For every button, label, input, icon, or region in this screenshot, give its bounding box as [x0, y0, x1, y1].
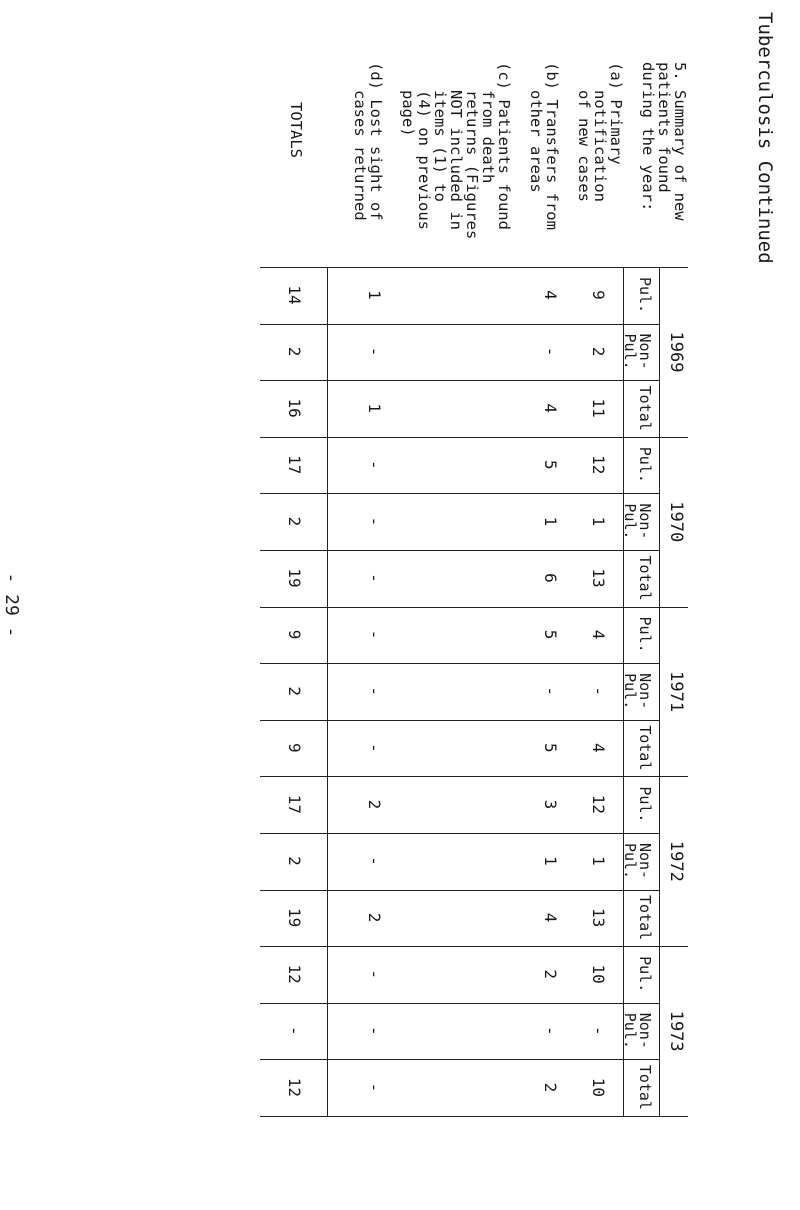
table-cell: 2: [541, 969, 560, 979]
table-cell: -: [365, 459, 384, 470]
table-cell: 12: [589, 455, 608, 475]
row-label-a-3: of new cases: [575, 90, 593, 202]
column-subheader: Pul.: [636, 276, 654, 314]
page-heading: Tuberculosis Continued: [754, 12, 776, 264]
row-label-c-3: returns (Figures: [463, 90, 481, 240]
table-cell: 5: [541, 459, 560, 470]
table-cell: -: [589, 686, 608, 696]
table-cell: 1: [365, 290, 384, 300]
table-cell: -: [365, 742, 384, 753]
table-cell: 3: [541, 799, 560, 810]
table-cell: 2: [285, 686, 304, 696]
row-label-b-2: other areas: [527, 90, 545, 193]
row-label-c: (c) Patients found: [495, 62, 513, 230]
table-cell: -: [365, 1025, 384, 1036]
table-cell: 2: [541, 1082, 560, 1093]
table-cell: 4: [541, 290, 560, 300]
year-header: 1969: [666, 331, 686, 373]
table-cell: -: [365, 856, 384, 866]
table-cell: 1: [541, 856, 560, 866]
table-cell: -: [541, 686, 560, 696]
row-label-c-5: items (1) to: [431, 90, 449, 202]
column-subheader: Total: [636, 555, 654, 601]
table-cell: 14: [285, 285, 304, 305]
table-cell: -: [365, 573, 384, 583]
table-cell: 1: [589, 856, 608, 866]
section-title-line-2: patients found: [655, 62, 673, 193]
row-label-d: (d) Lost sight of: [367, 62, 385, 221]
grid-column-line: [260, 1116, 688, 1117]
table-cell: 12: [589, 794, 608, 815]
page-number: - 29 -: [1, 572, 22, 638]
table-cell: 9: [589, 290, 608, 300]
column-subheader: Total: [636, 385, 654, 431]
table-cell: 5: [541, 742, 560, 753]
table-cell: 4: [541, 403, 560, 413]
column-subheader: Non-Pul.: [621, 333, 654, 370]
table-cell: 1: [589, 516, 608, 527]
row-label-c-4: NOT included in: [447, 90, 465, 230]
column-subheader: Pul.: [636, 786, 654, 823]
table-cell: 17: [285, 455, 304, 475]
table-cell: 19: [285, 568, 304, 588]
table-cell: 4: [589, 629, 608, 640]
table-cell: 16: [285, 398, 304, 418]
table-cell: -: [285, 1025, 304, 1036]
year-header: 1972: [666, 840, 686, 882]
table-cell: 4: [589, 742, 608, 753]
column-subheader: Non-Pul.: [621, 842, 654, 880]
row-label-b: (b) Transfers from: [543, 62, 561, 230]
table-cell: 2: [589, 346, 608, 357]
column-subheader: Non-Pul.: [621, 503, 654, 540]
year-header: 1971: [666, 671, 686, 713]
table-cell: -: [541, 346, 560, 357]
table-cell: 10: [589, 1077, 608, 1098]
table-cell: 2: [365, 799, 384, 810]
column-subheader: Total: [636, 895, 654, 941]
table-cell: 4: [541, 912, 560, 923]
table-cell: 9: [285, 629, 304, 640]
row-label-totals: TOTALS: [287, 102, 305, 158]
column-subheader: Non-Pul.: [621, 1012, 654, 1049]
table-cell: -: [589, 1025, 608, 1036]
table-cell: 2: [285, 346, 304, 357]
column-subheader: Total: [636, 1064, 654, 1110]
table-cell: -: [365, 629, 384, 640]
column-subheader: Pul.: [636, 616, 654, 653]
column-subheader: Non-Pul.: [621, 673, 654, 710]
table-cell: 2: [285, 516, 304, 527]
row-label-d-2: cases returned: [351, 90, 369, 221]
table-cell: 11: [589, 398, 608, 418]
section-title-line-1: 5. Summary of new: [671, 62, 689, 221]
table-cell: 13: [589, 568, 608, 588]
table-cell: 12: [285, 1077, 304, 1098]
table-cell: 17: [285, 794, 304, 815]
row-label-a: (a) Primary: [607, 62, 625, 165]
table-cell: 2: [285, 856, 304, 866]
table-cell: 9: [285, 742, 304, 753]
table-cell: -: [365, 969, 384, 979]
table-cell: -: [365, 686, 384, 696]
table-cell: -: [365, 346, 384, 357]
table-cell: 13: [589, 907, 608, 928]
row-labels-column: [260, 62, 688, 267]
totals-divider-line: [327, 267, 328, 1116]
column-subheader: Pul.: [636, 446, 654, 483]
table-cell: 12: [285, 964, 304, 984]
table-cell: 10: [589, 964, 608, 984]
section-title-line-3: during the year:: [639, 62, 657, 212]
table-cell: -: [365, 516, 384, 527]
year-divider-line: [659, 267, 660, 1116]
table-cell: 1: [541, 516, 560, 527]
table-cell: 2: [365, 912, 384, 923]
summary-table: [260, 62, 688, 1117]
row-label-c-7: page): [399, 90, 417, 137]
table-cell: -: [365, 1082, 384, 1093]
data-grid: [260, 267, 688, 1117]
row-label-c-2: from death: [479, 90, 497, 184]
year-header: 1970: [666, 501, 686, 543]
table-cell: 6: [541, 573, 560, 583]
column-subheader: Pul.: [636, 956, 654, 993]
table-cell: 1: [365, 403, 384, 413]
column-subheader: Total: [636, 725, 654, 771]
table-cell: -: [541, 1025, 560, 1036]
row-label-c-6: (4) on previous: [415, 90, 433, 230]
table-cell: 5: [541, 629, 560, 640]
year-header: 1973: [666, 1010, 686, 1052]
table-cell: 19: [285, 907, 304, 928]
row-label-a-2: notification: [591, 90, 609, 202]
